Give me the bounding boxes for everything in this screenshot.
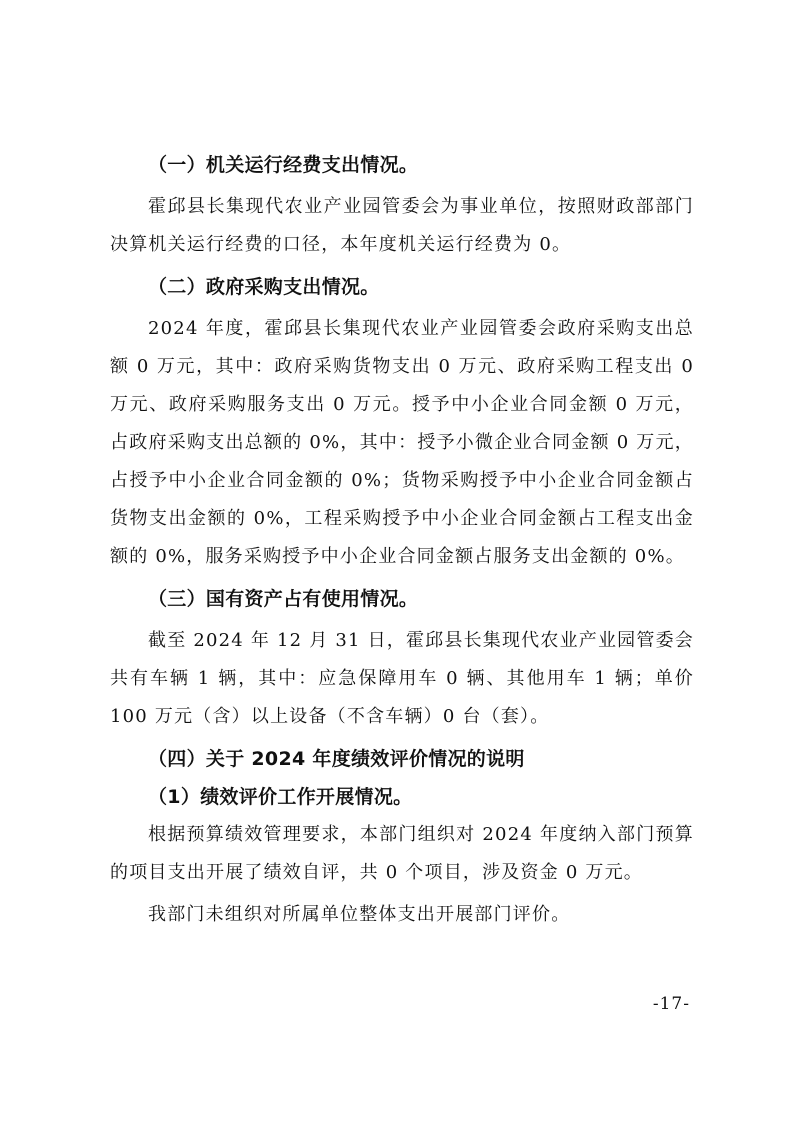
section-heading-1: （一）机关运行经费支出情况。 — [148, 154, 419, 176]
page-number: -17- — [652, 994, 690, 1014]
section-heading-2: （二）政府采购支出情况。 — [148, 276, 380, 298]
section-paragraph-3: 截至 2024 年 12 月 31 日，霍邱县长集现代农业产业园管委会共有车辆 1 辆，其中：应急保障用车 0 辆、其他用车 1 辆；单价 100 万元（含）以上设备（不含车辆）0 台（套）。 — [110, 630, 694, 727]
section-heading-3: （三）国有资产占有使用情况。 — [148, 588, 419, 610]
section-heading-4: （四）关于 2024 年度绩效评价情况的说明 — [148, 748, 525, 770]
section-paragraph-1: 霍邱县长集现代农业产业园管委会为事业单位，按照财政部部门决算机关运行经费的口径，本年度机关运行经费为 0。 — [110, 196, 694, 255]
subsection-heading-4-1: （1）绩效评价工作开展情况。 — [148, 786, 413, 808]
document-body — [110, 146, 694, 934]
subsection-paragraph-4-1-b: 我部门未组织对所属单位整体支出开展部门评价。 — [148, 904, 571, 925]
subsection-paragraph-4-1-a: 根据预算绩效管理要求，本部门组织对 2024 年度纳入部门预算的项目支出开展了绩效自评，共 0 个项目，涉及资金 0 万元。 — [110, 824, 694, 883]
section-paragraph-2: 2024 年度，霍邱县长集现代农业产业园管委会政府采购支出总额 0 万元，其中：政府采购货物支出 0 万元、政府采购工程支出 0 万元、政府采购服务支出 0 万元。授予中小企业合同金额 0 万元，占政府采购支出总额的 0%，其中：授予小微企业合同金额 0 万元，占授予中小企业合同金额的 0%；货物采购授予中小企业合同金额占货物支出金额的 0%，工程采购授予中小企业合同金额占工程支出金额的 0%，服务采购授予中小企业合同金额占服务支出金额的 0%。 — [110, 318, 694, 567]
